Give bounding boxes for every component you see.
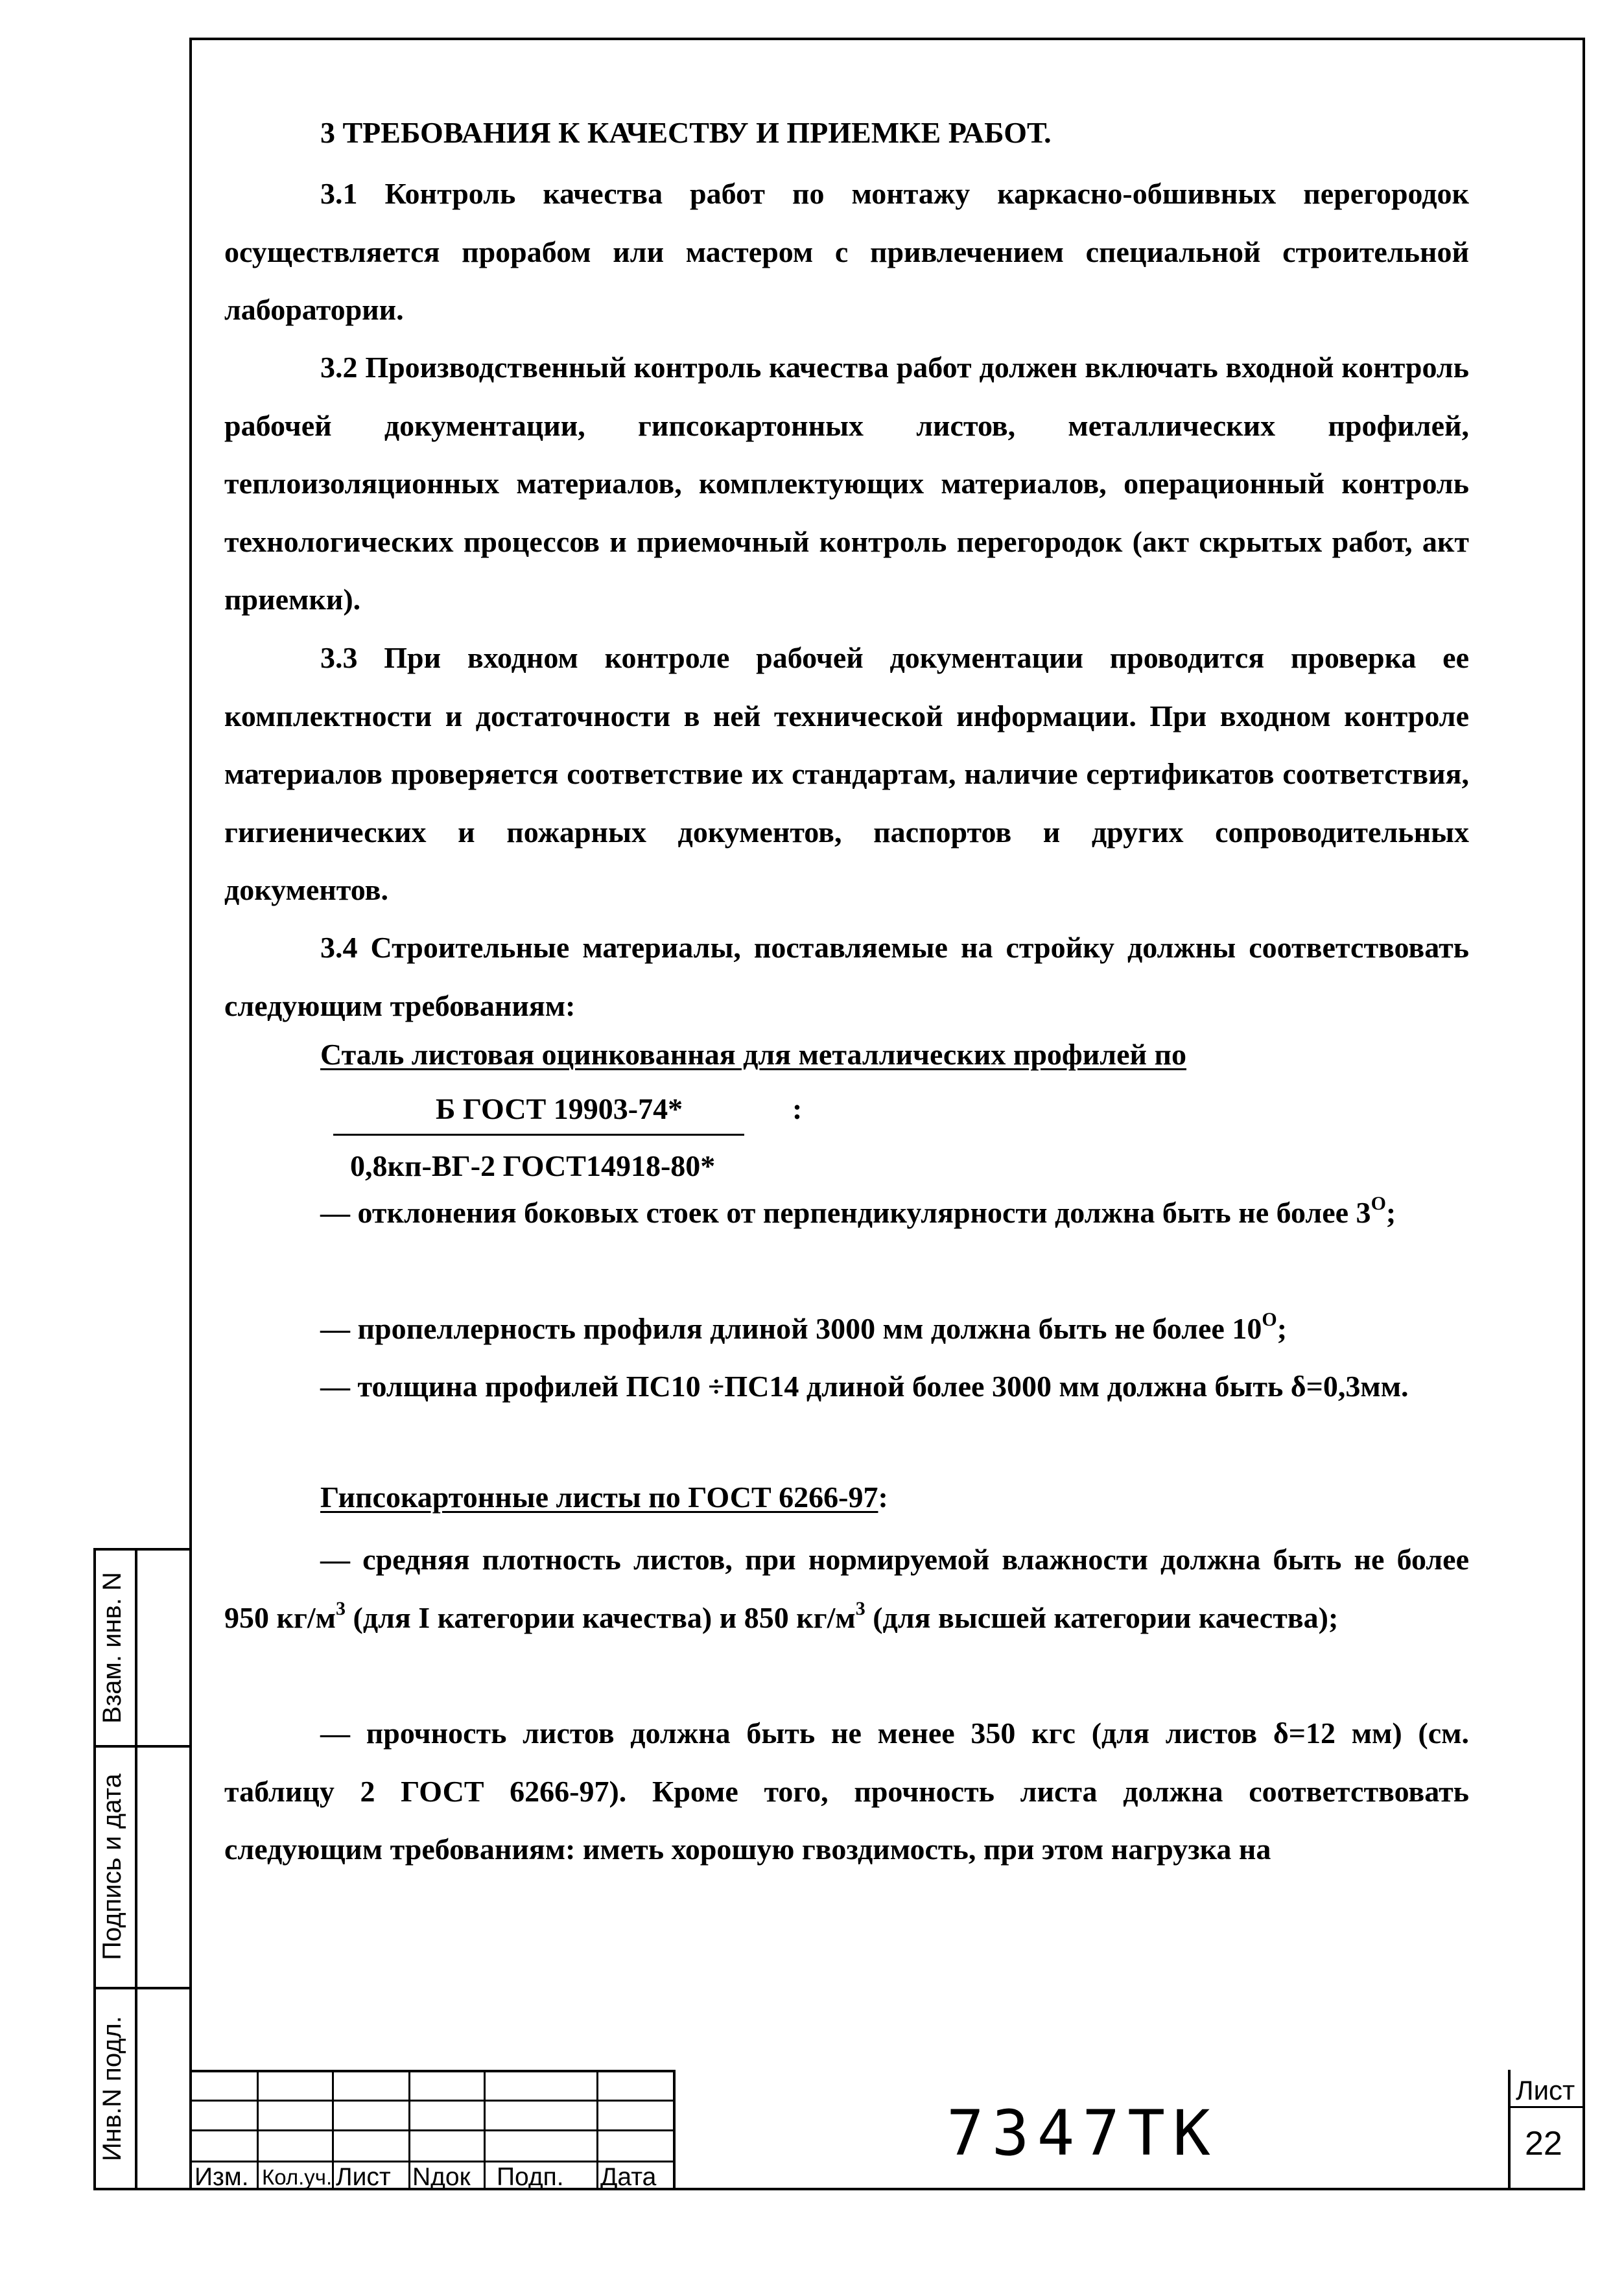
fraction-colon: : — [792, 1092, 803, 1125]
title-block — [189, 2070, 1585, 2190]
col-podp: Подп. — [497, 2163, 564, 2191]
replace-inv-label: Взам. инв. N — [98, 1572, 126, 1724]
gkl-requirement-2: — прочность листов должна быть не менее 350 кгс (для листов δ=12 мм) (см. таблицу 2 ГОСТ 6266-97). Кроме того, прочность листа должна соответствовать следующим требованиям: иметь хорошую гвоздимость, при этом нагрузка на — [224, 1717, 1469, 1866]
gkl-requirement-1: — средняя плотность листов, при нормируемой влажности должна быть не более 950 $кг/м^3$ (для I категории качества) и 850 $кг/м^3$ (для высшей категории качества); — [224, 1543, 1469, 1634]
col-ndok: Nдок — [412, 2163, 471, 2191]
original-inv-label: Инв.N подл. — [98, 2015, 126, 2162]
fraction-numerator: Б ГОСТ 19903-74* — [436, 1092, 683, 1125]
side-stamp — [93, 1548, 189, 2190]
signature-date-label: Подпись и дата — [98, 1774, 126, 1960]
section-heading: 3 ТРЕБОВАНИЯ К КАЧЕСТВУ И ПРИЕМКЕ РАБОТ. — [320, 116, 1052, 149]
gkl-heading: Гипсокартонные листы по ГОСТ 6266-97: — [320, 1481, 888, 1514]
sheet-number: 22 — [1525, 2125, 1562, 2162]
paragraph-3-3: 3.3 При входном контроле рабочей документации проводится проверка ее комплектности и достаточности в ней технической информации. При входном контроле материалов проверяется соответствие их стандартам, наличие сертификатов соответствия, гигиенических и пожарных документов, паспортов и других сопроводительных документов. — [224, 641, 1469, 906]
col-izm: Изм. — [194, 2163, 249, 2191]
document-code: 7347ТК — [947, 2097, 1218, 2170]
paragraph-3-2: 3.2 Производственный контроль качества работ должен включать входной контроль рабочей документации, гипсокартонных листов, металлических профилей, теплоизоляционных материалов, комплектующих материалов, операционный контроль технологических процессов и приемочный контроль перегородок (акт скрытых работ, акт приемки). — [224, 351, 1469, 616]
fraction-denominator: 0,8кп-ВГ-2 ГОСТ14918-80* — [350, 1149, 716, 1182]
steel-requirement-2: — пропеллерность профиля длиной 3000 мм должна быть не более $10^О$; — [320, 1309, 1288, 1345]
steel-heading: Сталь листовая оцинкованная для металлических профилей по — [320, 1038, 1186, 1071]
col-data: Дата — [600, 2163, 657, 2191]
paragraph-3-4: 3.4 Строительные материалы, поставляемые на стройку должны соответствовать следующим требованиям: — [224, 931, 1469, 1022]
col-kol-uch: Кол.уч. — [262, 2165, 333, 2189]
paragraph-3-1: 3.1 Контроль качества работ по монтажу каркасно-обшивных перегородок осуществляется прорабом или мастером с привлечением специальной строительной лаборатории. — [224, 177, 1469, 326]
fraction-line — [333, 1134, 744, 1136]
sheet-label: Лист — [1516, 2075, 1575, 2105]
steel-requirement-3: — толщина профилей ПС10 ÷ПС14 длиной более 3000 мм должна быть δ=0,3мм. — [320, 1370, 1409, 1403]
col-list: Лист — [336, 2163, 391, 2191]
steel-requirement-1: — отклонения боковых стоек от перпендикулярности должна быть не более $3^О$; — [320, 1193, 1396, 1229]
